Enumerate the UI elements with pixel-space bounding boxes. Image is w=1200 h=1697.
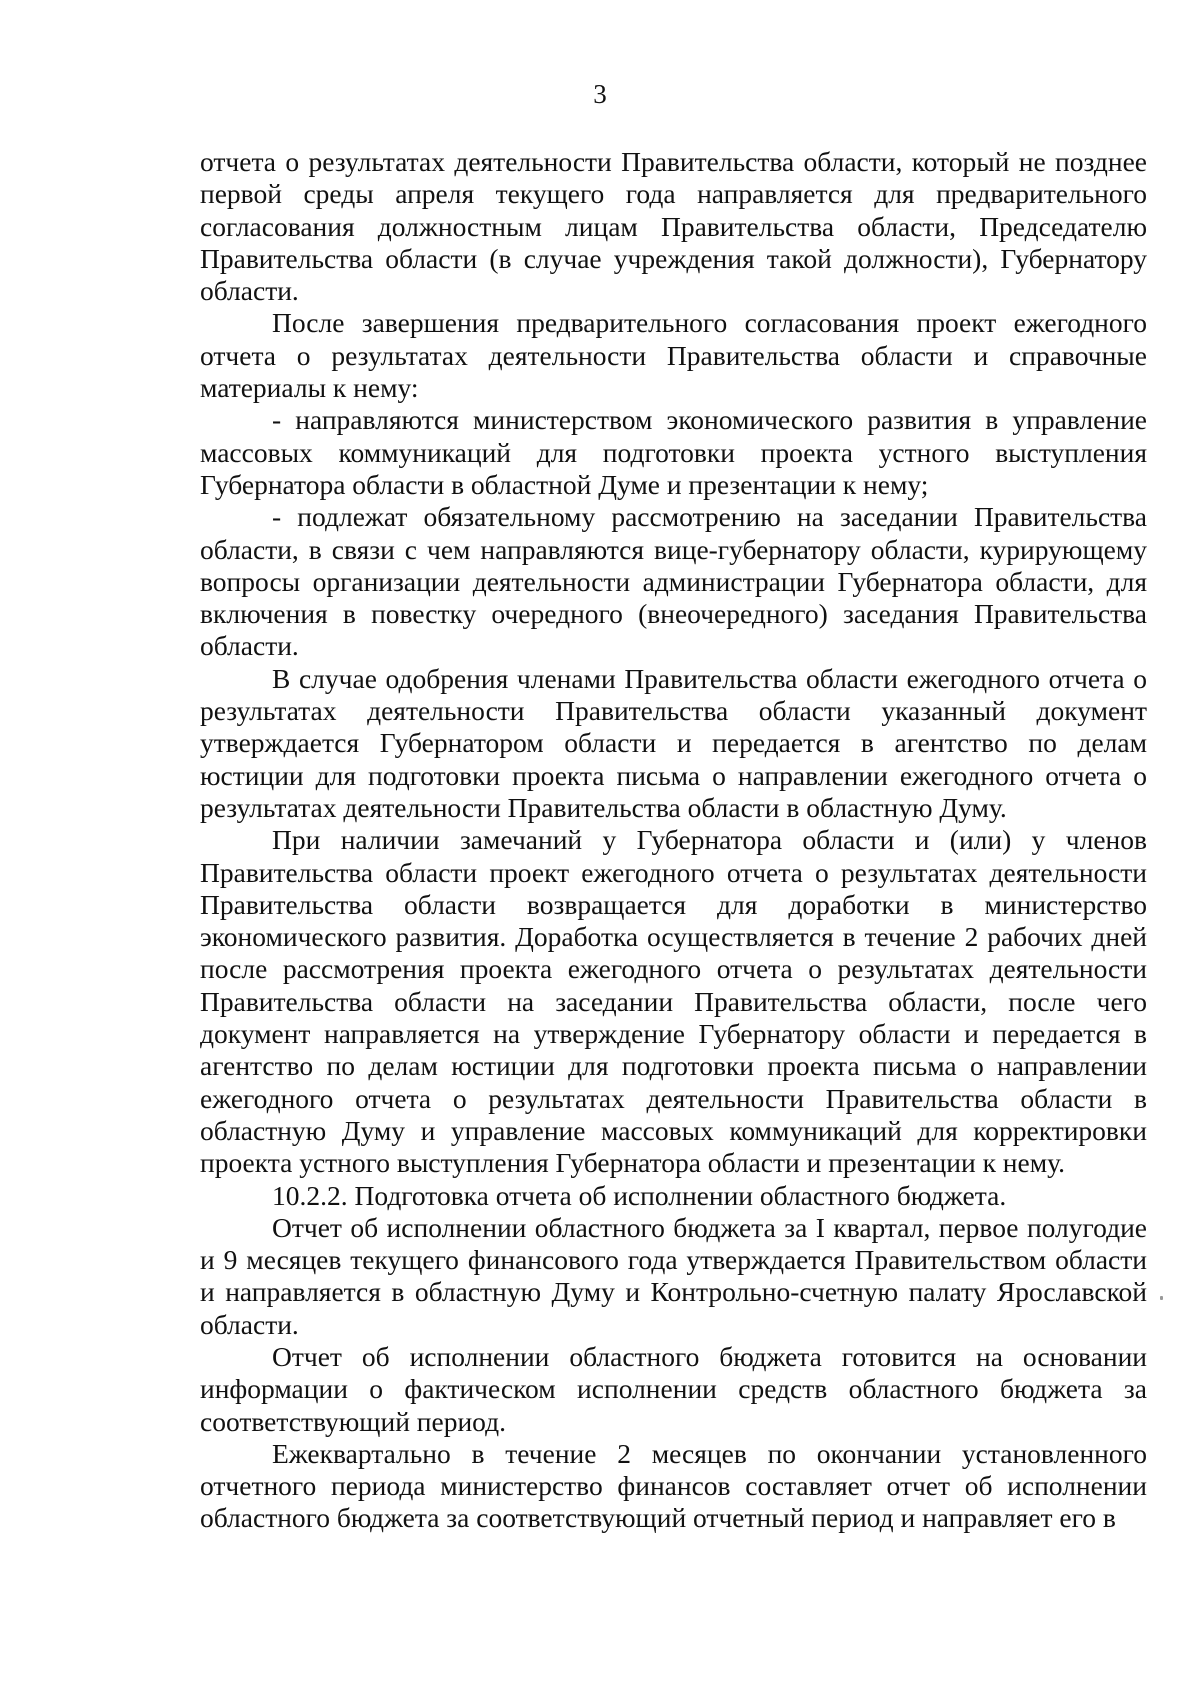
paragraph-after-approval: После завершения предварительного согласования проект ежегодного отчета о результатах деятельности Правительства области и справочные материалы к нему:: [200, 307, 1147, 404]
page-number: 3: [593, 79, 607, 109]
paragraph-budget-report-approval: Отчет об исполнении областного бюджета за I квартал, первое полугодие и 9 месяцев текущего финансового года утверждается Правительством области и направляется в областную Думу и Контрольно-счетную палату Ярославской области.: [200, 1211, 1147, 1340]
list-item-government-meeting: - подлежат обязательному рассмотрению на заседании Правительства области, в связи с чем направляются вице-губернатору области, курирующему вопросы организации деятельности администрации Губернатора области, для включения в повестку очередного (внеочередного) заседания Правительства области.: [200, 501, 1147, 662]
paragraph-continuation: отчета о результатах деятельности Правительства области, который не позднее первой среды апреля текущего года направляется для предварительного согласования должностным лицам Правительства области, Председателю Правительства области (в случае учреждения такой должности), Губернатору области.: [200, 146, 1147, 307]
list-item-mass-communications: - направляются министерством экономического развития в управление массовых коммуникаций для подготовки проекта устного выступления Губернатора области в областной Думе и презентации к нему;: [200, 404, 1147, 500]
document-body: [200, 146, 1147, 1535]
paragraph-quarterly-report: Ежеквартально в течение 2 месяцев по окончании установленного отчетного периода министерство финансов составляет отчет об исполнении областного бюджета за соответствующий отчетный период и направляет его в: [200, 1437, 1147, 1534]
paragraph-remarks-case: При наличии замечаний у Губернатора области и (или) у членов Правительства области проект ежегодного отчета о результатах деятельности Правительства области возвращается для доработки в министерство экономического развития. Доработка осуществляется в течение 2 рабочих дней после рассмотрения проекта ежегодного отчета о результатах деятельности Правительства области на заседании Правительства области, после чего документ направляется на утверждение Губернатору области и передается в агентство по делам юстиции для подготовки проекта письма о направлении ежегодного отчета о результатах деятельности Правительства области в областную Думу и управление массовых коммуникаций для корректировки проекта устного выступления Губернатора области и презентации к нему.: [200, 824, 1147, 1179]
section-heading-10-2-2: 10.2.2. Подготовка отчета об исполнении областного бюджета.: [272, 1179, 1007, 1211]
paragraph-approval-case: В случае одобрения членами Правительства области ежегодного отчета о результатах деятельности Правительства области указанный документ утверждается Губернатором области и передается в агентство по делам юстиции для подготовки проекта письма о направлении ежегодного отчета о результатах деятельности Правительства области в областную Думу.: [200, 662, 1147, 823]
scan-speck-mark: [1160, 1296, 1163, 1300]
paragraph-budget-report-basis: Отчет об исполнении областного бюджета готовится на основании информации о фактическом исполнении средств областного бюджета за соответствующий период.: [200, 1340, 1147, 1437]
